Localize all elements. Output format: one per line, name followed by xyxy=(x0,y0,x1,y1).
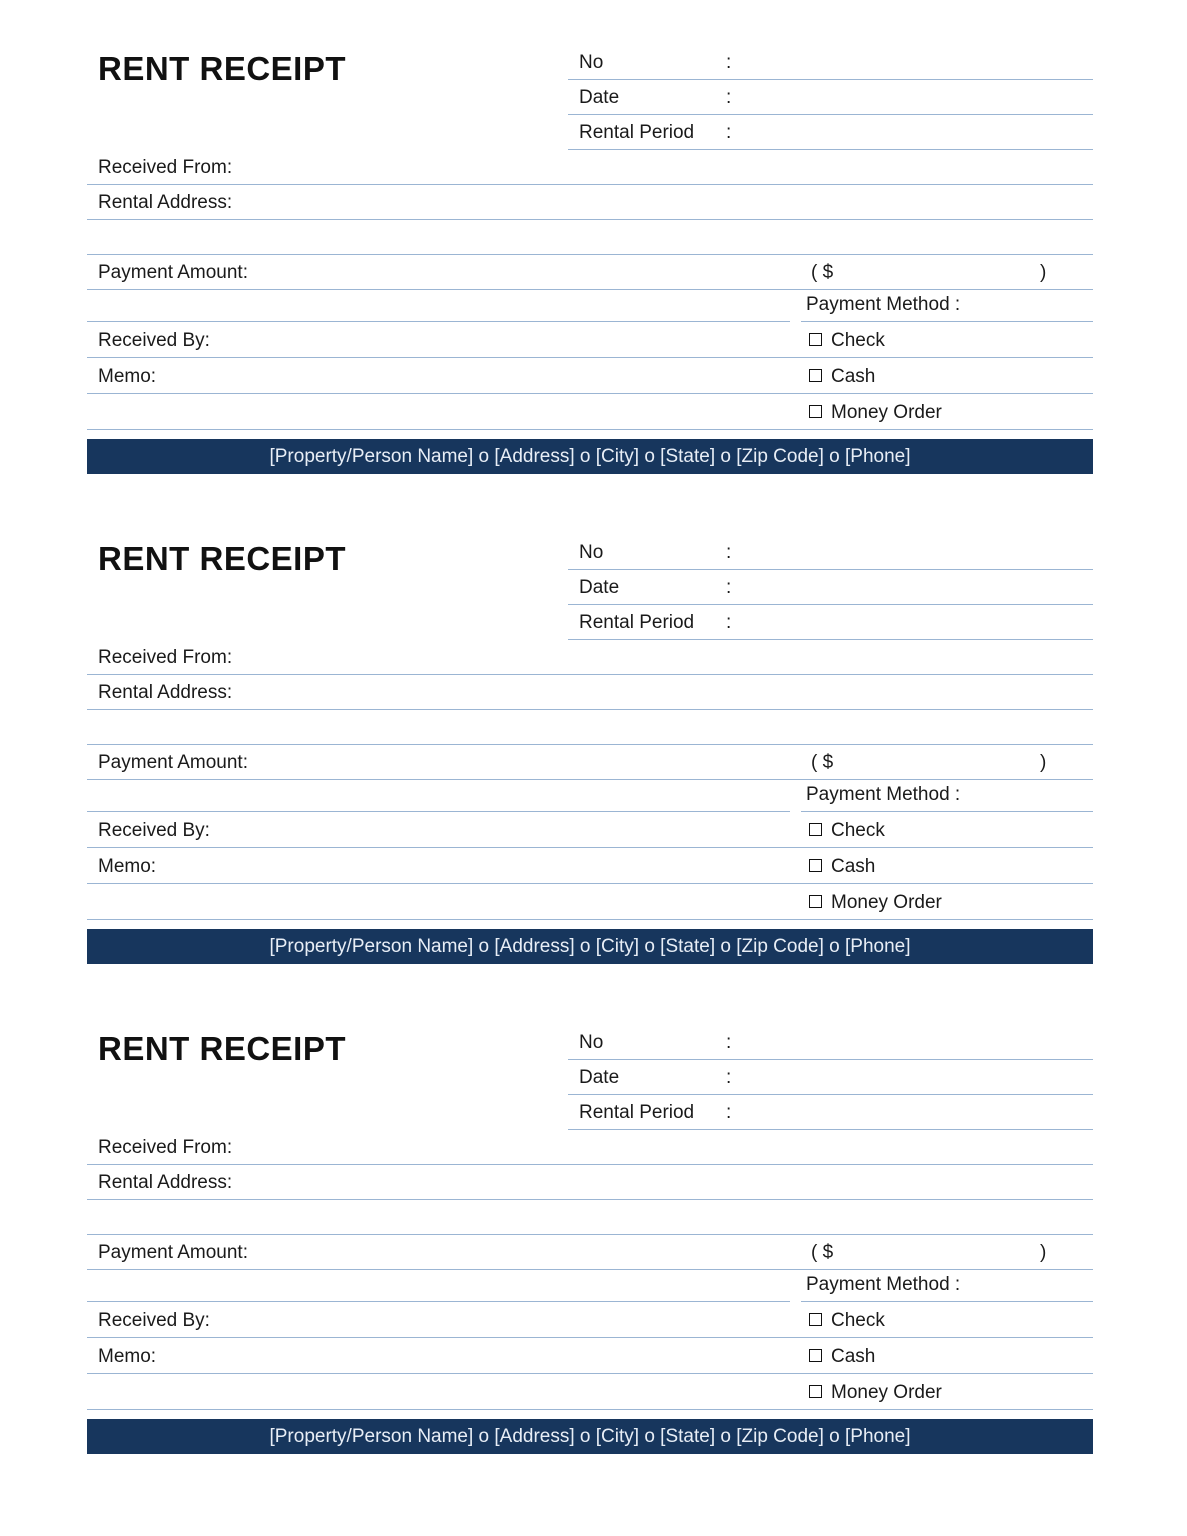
receipt-2 xyxy=(0,530,1187,970)
money-order-option[interactable] xyxy=(790,398,1093,430)
check-checkbox[interactable] xyxy=(809,333,822,346)
rental-address-field[interactable] xyxy=(87,188,1093,220)
money-order-label: Money Order xyxy=(831,402,942,423)
check-option[interactable] xyxy=(790,816,1093,848)
check-label: Check xyxy=(831,1310,885,1331)
date-field[interactable] xyxy=(568,1063,1093,1095)
rental-period-field[interactable] xyxy=(568,608,1093,640)
money-order-checkbox[interactable] xyxy=(809,405,822,418)
cash-option[interactable] xyxy=(790,852,1093,884)
payment-amount-field[interactable] xyxy=(87,1238,790,1270)
money-order-label: Money Order xyxy=(831,1382,942,1403)
received-by-label: Received By: xyxy=(98,330,210,351)
footer-contact-bar: [Property/Person Name] o [Address] o [City] o [State] o [Zip Code] o [Phone] xyxy=(87,439,1093,474)
received-by-field[interactable] xyxy=(87,326,790,358)
payment-amount-line-2[interactable] xyxy=(87,290,790,322)
money-order-checkbox[interactable] xyxy=(809,895,822,908)
payment-amount-label: Payment Amount: xyxy=(98,752,248,773)
payment-amount-numeric-field[interactable] xyxy=(790,1238,1093,1270)
date-field[interactable] xyxy=(568,573,1093,605)
dollar-open: ( $ xyxy=(811,262,834,283)
no-colon: : xyxy=(726,1032,732,1053)
check-label: Check xyxy=(831,330,885,351)
cash-checkbox[interactable] xyxy=(809,369,822,382)
rental-address-label: Rental Address: xyxy=(98,1172,233,1193)
date-label: Date xyxy=(579,1067,620,1088)
received-from-field[interactable] xyxy=(87,1133,1093,1165)
received-by-label: Received By: xyxy=(98,820,210,841)
no-field[interactable] xyxy=(568,48,1093,80)
received-by-field[interactable] xyxy=(87,816,790,848)
received-by-label: Received By: xyxy=(98,1310,210,1331)
receipt-3 xyxy=(0,1020,1187,1460)
receipt-1 xyxy=(0,40,1187,480)
memo-label: Memo: xyxy=(98,856,157,877)
rental-address-line-2[interactable] xyxy=(87,1203,1093,1235)
rental-address-line-2[interactable] xyxy=(87,223,1093,255)
footer-contact-bar: [Property/Person Name] o [Address] o [City] o [State] o [Zip Code] o [Phone] xyxy=(87,1419,1093,1454)
memo-field[interactable] xyxy=(87,852,790,884)
payment-method-heading xyxy=(801,290,1093,322)
cash-option[interactable] xyxy=(790,1342,1093,1374)
payment-amount-field[interactable] xyxy=(87,258,790,290)
payment-amount-label: Payment Amount: xyxy=(98,262,248,283)
rental-period-field[interactable] xyxy=(568,1098,1093,1130)
memo-line-2[interactable] xyxy=(87,1378,790,1410)
money-order-checkbox[interactable] xyxy=(809,1385,822,1398)
date-colon: : xyxy=(726,87,732,108)
check-option[interactable] xyxy=(790,326,1093,358)
dollar-close: ) xyxy=(1040,262,1047,283)
payment-method-label: Payment Method : xyxy=(806,1274,961,1295)
rental-period-label: Rental Period xyxy=(579,1102,695,1123)
payment-amount-line-2[interactable] xyxy=(87,780,790,812)
rental-address-line-2[interactable] xyxy=(87,713,1093,745)
payment-amount-numeric-field[interactable] xyxy=(790,748,1093,780)
dollar-open: ( $ xyxy=(811,752,834,773)
memo-field[interactable] xyxy=(87,362,790,394)
no-colon: : xyxy=(726,52,732,73)
check-checkbox[interactable] xyxy=(809,1313,822,1326)
dollar-close: ) xyxy=(1040,752,1047,773)
memo-label: Memo: xyxy=(98,1346,157,1367)
cash-option[interactable] xyxy=(790,362,1093,394)
payment-method-heading xyxy=(801,780,1093,812)
rental-address-label: Rental Address: xyxy=(98,192,233,213)
received-by-field[interactable] xyxy=(87,1306,790,1338)
receipt-title: RENT RECEIPT xyxy=(98,50,347,87)
no-label: No xyxy=(579,52,604,73)
dollar-close: ) xyxy=(1040,1242,1047,1263)
payment-amount-field[interactable] xyxy=(87,748,790,780)
no-label: No xyxy=(579,1032,604,1053)
memo-label: Memo: xyxy=(98,366,157,387)
received-from-field[interactable] xyxy=(87,643,1093,675)
payment-method-label: Payment Method : xyxy=(806,784,961,805)
payment-method-heading xyxy=(801,1270,1093,1302)
date-label: Date xyxy=(579,577,620,598)
memo-line-2[interactable] xyxy=(87,888,790,920)
receipt-title: RENT RECEIPT xyxy=(98,1030,347,1067)
rental-address-field[interactable] xyxy=(87,678,1093,710)
dollar-open: ( $ xyxy=(811,1242,834,1263)
received-from-field[interactable] xyxy=(87,153,1093,185)
rental-period-field[interactable] xyxy=(568,118,1093,150)
no-label: No xyxy=(579,542,604,563)
date-label: Date xyxy=(579,87,620,108)
check-checkbox[interactable] xyxy=(809,823,822,836)
check-option[interactable] xyxy=(790,1306,1093,1338)
payment-amount-label: Payment Amount: xyxy=(98,1242,248,1263)
rental-period-label: Rental Period xyxy=(579,612,695,633)
check-label: Check xyxy=(831,820,885,841)
date-field[interactable] xyxy=(568,83,1093,115)
money-order-label: Money Order xyxy=(831,892,942,913)
no-colon: : xyxy=(726,542,732,563)
rental-period-colon: : xyxy=(726,1102,732,1123)
memo-field[interactable] xyxy=(87,1342,790,1374)
payment-amount-line-2[interactable] xyxy=(87,1270,790,1302)
payment-amount-numeric-field[interactable] xyxy=(790,258,1093,290)
cash-checkbox[interactable] xyxy=(809,859,822,872)
rental-address-field[interactable] xyxy=(87,1168,1093,1200)
rental-period-label: Rental Period xyxy=(579,122,695,143)
cash-label: Cash xyxy=(831,1346,876,1367)
received-from-label: Received From: xyxy=(98,1137,233,1158)
receipt-title: RENT RECEIPT xyxy=(98,540,347,577)
cash-label: Cash xyxy=(831,856,876,877)
memo-line-2[interactable] xyxy=(87,398,790,430)
rental-period-colon: : xyxy=(726,122,732,143)
date-colon: : xyxy=(726,577,732,598)
received-from-label: Received From: xyxy=(98,647,233,668)
no-field[interactable] xyxy=(568,538,1093,570)
money-order-option[interactable] xyxy=(790,1378,1093,1410)
cash-checkbox[interactable] xyxy=(809,1349,822,1362)
money-order-option[interactable] xyxy=(790,888,1093,920)
footer-contact-bar: [Property/Person Name] o [Address] o [City] o [State] o [Zip Code] o [Phone] xyxy=(87,929,1093,964)
no-field[interactable] xyxy=(568,1028,1093,1060)
rental-address-label: Rental Address: xyxy=(98,682,233,703)
cash-label: Cash xyxy=(831,366,876,387)
received-from-label: Received From: xyxy=(98,157,233,178)
date-colon: : xyxy=(726,1067,732,1088)
payment-method-label: Payment Method : xyxy=(806,294,961,315)
rental-period-colon: : xyxy=(726,612,732,633)
